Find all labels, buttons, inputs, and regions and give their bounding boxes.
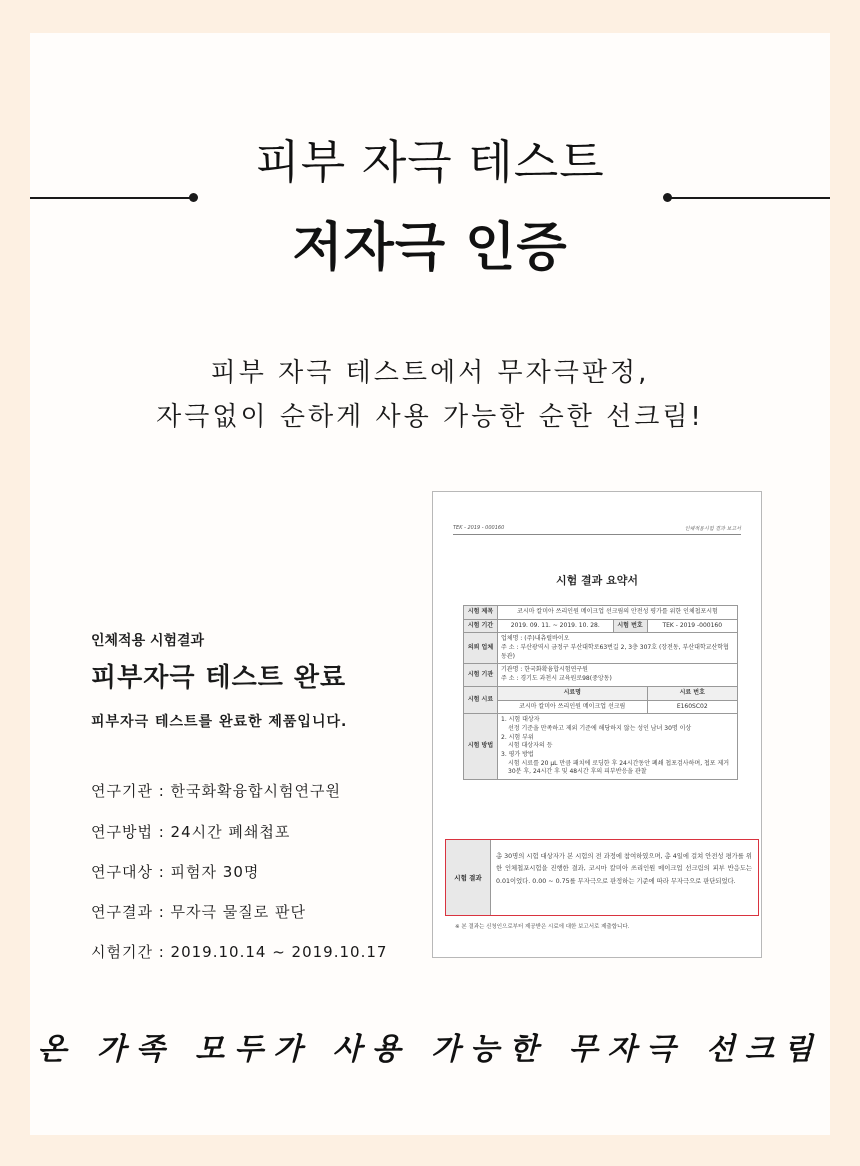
result-headline: 피부자극 테스트 완료: [91, 663, 347, 693]
client-address: 주 소 : 부산광역시 금정구 부산대학로63번길 2, 3층 307호 (장전동, 부산대학교산학협동관): [501, 644, 729, 660]
method-item-2: 2. 시험 부위: [501, 733, 534, 741]
intro-line-2: 자극없이 순하게 사용 가능한 순한 선크림!: [156, 402, 704, 432]
sample-head-number: 시료 번호: [647, 686, 737, 700]
report-header: [453, 525, 741, 531]
method-item-2-detail: 시험 대상자의 등: [508, 742, 553, 750]
label-client: 의뢰 업체: [464, 633, 498, 664]
org-address: 주 소 : 경기도 과천시 교육원로98(중앙동): [501, 675, 612, 683]
intro-line-1: 피부 자극 테스트에서 무자극판정,: [210, 358, 650, 388]
sample-head-name: 시료명: [498, 686, 648, 700]
title-top: 피부 자극 테스트: [255, 135, 605, 189]
method-item-3-detail: 시험 시료를 20 μL 만큼 패치에 로딩한 후 24시간동안 폐쇄 첩포검사하며, 첩포 제거 30분 후, 24시간 후 및 48시간 후의 피부반응을 관찰: [508, 759, 730, 776]
label-method: 시험 방법: [464, 714, 498, 780]
value-method: [498, 714, 738, 780]
report-header-line: [453, 534, 741, 535]
org-name: 기관명 : 한국화확융합시험연구원: [501, 666, 588, 674]
method-item-1: 1. 시험 대상자: [501, 716, 540, 724]
divider-dot-left: [189, 193, 198, 202]
bottom-slogan: 온 가족 모두가 사용 가능한 무자극 선크림: [37, 1032, 823, 1067]
label-period: 시험 기간: [464, 619, 498, 633]
method-item-1-detail: 선정 기준을 만족하고 제외 기준에 해당하지 않는 성인 남녀 30명 이상: [508, 724, 692, 732]
divider-right: [667, 197, 830, 199]
result-label: 시험 결과: [446, 840, 491, 915]
value-subject: 코시마 칼미아 쓰리인원 메이크업 선크림의 안전성 평가를 위한 인체첩포시험: [498, 606, 738, 620]
info-period: 시험기간 : 2019.10.14 ~ 2019.10.17: [91, 943, 388, 961]
report-number: TEK - 2019 - 000160: [453, 525, 505, 531]
test-report-document: [432, 491, 762, 958]
info-institution: 연구기관 : 한국화확융합시험연구원: [91, 782, 341, 800]
page-title: 저자극 인증: [292, 218, 568, 278]
label-sample: 시험 시료: [464, 686, 498, 713]
label-number: 시험 번호: [613, 619, 647, 633]
result-highlight-box: [445, 839, 759, 916]
client-name: 업체명 : (주)내츄럴바이오: [501, 635, 570, 643]
divider-left: [30, 197, 193, 199]
value-number: TEK - 2019 -000160: [647, 619, 737, 633]
divider-dot-right: [663, 193, 672, 202]
label-subject: 시험 제목: [464, 606, 498, 620]
info-result: 연구결과 : 무자극 물질로 판단: [91, 903, 307, 921]
sample-name: 코시마 칼미아 쓰리인원 메이크업 선크림: [498, 700, 648, 714]
report-title: 시험 결과 요약서: [555, 574, 639, 587]
value-org: [498, 664, 738, 686]
report-type: 인체적용시험 결과 보고서: [684, 526, 741, 532]
method-item-3: 3. 평가 방법: [501, 750, 534, 758]
value-client: [498, 633, 738, 664]
value-period: 2019. 09. 11. ~ 2019. 10. 28.: [498, 619, 614, 633]
result-kicker: 인체적용 시험결과: [91, 633, 205, 649]
label-org: 시험 기관: [464, 664, 498, 686]
info-method: 연구방법 : 24시간 폐쇄첩포: [91, 823, 291, 841]
info-subjects: 연구대상 : 피험자 30명: [91, 863, 260, 881]
report-footnote: ※ 본 결과는 신청인으로부터 제공받은 시료에 대한 보고서로 제출합니다.: [455, 924, 630, 930]
result-description: 피부자극 테스트를 완료한 제품입니다.: [91, 714, 348, 730]
sample-number: E160SC02: [647, 700, 737, 714]
report-table: [463, 605, 738, 780]
result-text: 총 30명의 시험 대상자가 본 시험의 전 과정에 참여하였으며, 총 4일에 걸쳐 안전성 평가를 위한 인체첩포시험을 진행한 결과, 코시마 칼미아 쓰리인원 메이크업 선크림의 피부 반응도는 0.01이었다. 0.00 ~ 0.75를 무자극으로 판정하는 기준에 따라 무자극으로 판단되었다.: [496, 853, 752, 885]
